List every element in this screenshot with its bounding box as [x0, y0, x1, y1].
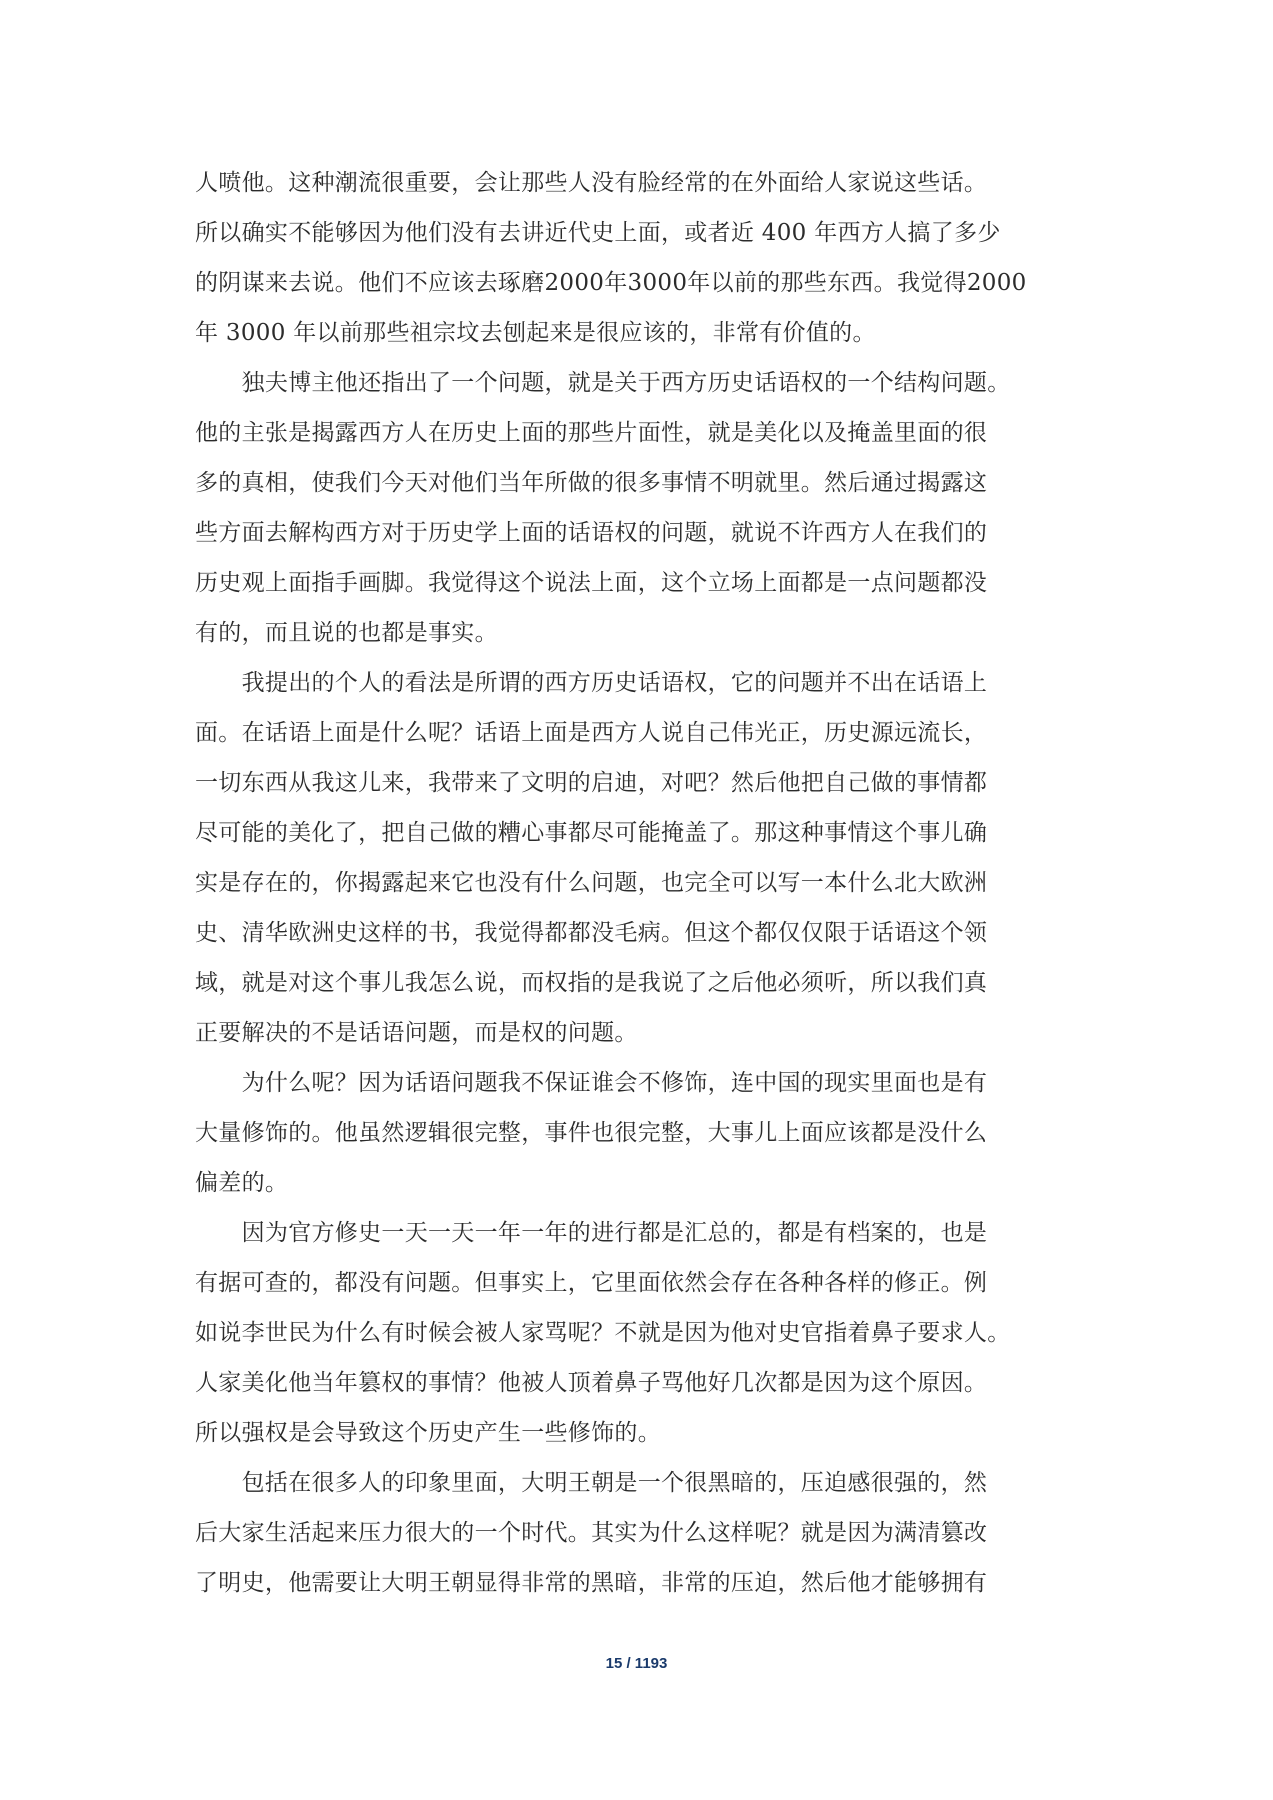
text-line: 年 3000 年以前那些祖宗坟去刨起来是很应该的，非常有价值的。: [195, 320, 876, 346]
text-line: 尽可能的美化了，把自己做的糟心事都尽可能掩盖了。那这种事情这个事儿确: [195, 820, 988, 846]
text-line: 大量修饰的。他虽然逻辑很完整，事件也很完整，大事儿上面应该都是没什么: [195, 1120, 988, 1146]
text-line: 人家美化他当年篡权的事情？他被人顶着鼻子骂他好几次都是因为这个原因。: [195, 1370, 988, 1396]
text-line: 域，就是对这个事儿我怎么说，而权指的是我说了之后他必须听，所以我们真: [195, 970, 988, 996]
text-line: 如说李世民为什么有时候会被人家骂呢？不就是因为他对史官指着鼻子要求人。: [195, 1320, 1011, 1346]
text-line: 面。在话语上面是什么呢？话语上面是西方人说自己伟光正，历史源远流长，: [195, 720, 988, 746]
text-line: 历史观上面指手画脚。我觉得这个说法上面，这个立场上面都是一点问题都没: [195, 570, 988, 596]
text-line: 后大家生活起来压力很大的一个时代。其实为什么这样呢？就是因为满清篡改: [195, 1520, 988, 1546]
text-line: 为什么呢？因为话语问题我不保证谁会不修饰，连中国的现实里面也是有: [195, 1070, 988, 1096]
text-line: 史、清华欧洲史这样的书，我觉得都都没毛病。但这个都仅仅限于话语这个领: [195, 920, 988, 946]
text-line: 所以强权是会导致这个历史产生一些修饰的。: [195, 1420, 661, 1446]
text-line: 人喷他。这种潮流很重要，会让那些人没有脸经常的在外面给人家说这些话。: [195, 170, 988, 196]
text-line: 多的真相，使我们今天对他们当年所做的很多事情不明就里。然后通过揭露这: [195, 470, 988, 496]
text-line: 有据可查的，都没有问题。但事实上，它里面依然会存在各种各样的修正。例: [195, 1270, 988, 1296]
text-line: 独夫博主他还指出了一个问题，就是关于西方历史话语权的一个结构问题。: [195, 370, 1011, 396]
text-line: 一切东西从我这儿来，我带来了文明的启迪，对吧？然后他把自己做的事情都: [195, 770, 988, 796]
text-line: 实是存在的，你揭露起来它也没有什么问题，也完全可以写一本什么北大欧洲: [195, 870, 988, 896]
text-line: 正要解决的不是话语问题，而是权的问题。: [195, 1020, 638, 1046]
text-line: 他的主张是揭露西方人在历史上面的那些片面性，就是美化以及掩盖里面的很: [195, 420, 988, 446]
page-number: 15 / 1193: [605, 1655, 668, 1672]
text-line: 我提出的个人的看法是所谓的西方历史话语权，它的问题并不出在话语上: [195, 670, 988, 696]
text-line: 了明史，他需要让大明王朝显得非常的黑暗，非常的压迫，然后他才能够拥有: [195, 1570, 988, 1596]
text-line: 包括在很多人的印象里面，大明王朝是一个很黑暗的，压迫感很强的，然: [195, 1470, 988, 1496]
text-line: 有的，而且说的也都是事实。: [195, 620, 498, 646]
body-text: [195, 158, 1085, 1608]
text-line: 偏差的。: [195, 1170, 289, 1196]
text-line: 所以确实不能够因为他们没有去讲近代史上面，或者近 400 年西方人搞了多少: [195, 220, 1001, 246]
text-line: 的阴谋来去说。他们不应该去琢磨2000年3000年以前的那些东西。我觉得2000: [195, 270, 1027, 296]
text-line: 些方面去解构西方对于历史学上面的话语权的问题，就说不许西方人在我们的: [195, 520, 988, 546]
text-line: 因为官方修史一天一天一年一年的进行都是汇总的，都是有档案的，也是: [195, 1220, 988, 1246]
